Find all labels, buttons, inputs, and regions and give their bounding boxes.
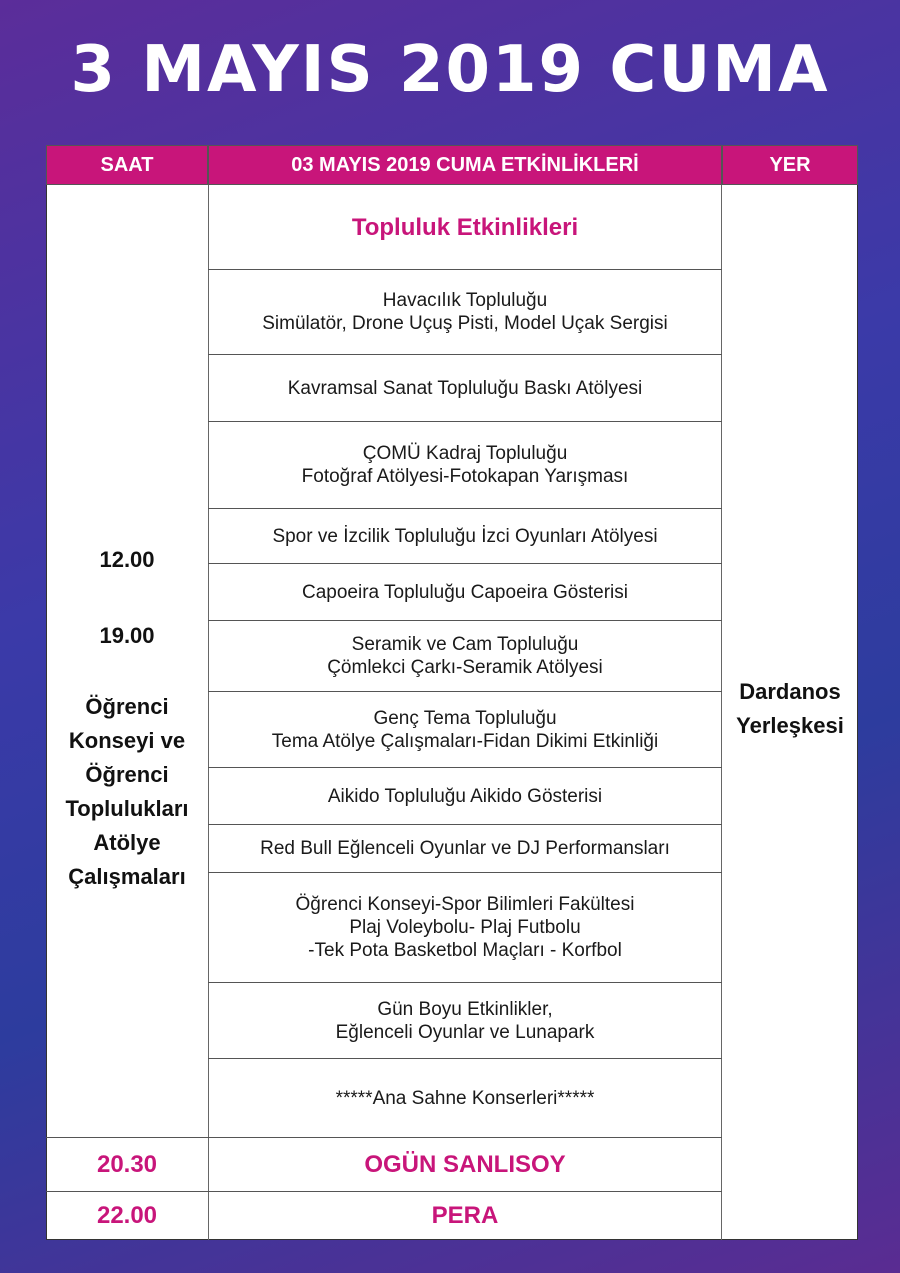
time-end: 19.00 [99, 623, 155, 648]
event-line: Capoeira Topluluğu Capoeira Gösterisi [301, 581, 628, 603]
event-row [208, 1059, 722, 1137]
event-line: Tema Atölye Çalışmaları-Fidan Dikimi Etkinliği [271, 730, 659, 752]
event-line: ÇOMÜ Kadraj Topluluğu [362, 443, 568, 464]
concert-row [46, 1137, 722, 1191]
event-line: Plaj Voleybolu- Plaj Futbolu [349, 917, 581, 938]
header-yer: YER [722, 145, 858, 185]
event-line: Öğrenci Konseyi-Spor Bilimleri Fakültesi [295, 894, 635, 915]
header-saat: SAAT [46, 145, 208, 185]
location-line: Yerleşkesi [736, 713, 844, 738]
page-title: 3 MAYIS 2019 CUMA [70, 33, 830, 107]
event-row [208, 422, 722, 509]
event-line: Gün Boyu Etkinlikler, [377, 998, 553, 1020]
description-line: Atölye [93, 830, 161, 855]
event-line: Seramik ve Cam Topluluğu [351, 634, 579, 655]
header-etkinlikler: 03 MAYIS 2019 CUMA ETKİNLİKLERİ [208, 145, 722, 185]
description-line: Çalışmaları [68, 864, 186, 889]
concert-artist: OGÜN SANLISOY [364, 1150, 566, 1178]
event-line: Genç Tema Topluluğu [373, 707, 557, 729]
concert-time: 20.30 [96, 1150, 158, 1178]
event-line: Fotoğraf Atölyesi-Fotokapan Yarışması [301, 466, 629, 487]
event-row [208, 873, 722, 983]
event-row [208, 825, 722, 873]
description-line: Konseyi ve [68, 728, 186, 753]
event-line: *****Ana Sahne Konserleri***** [335, 1087, 595, 1109]
event-line: Kavramsal Sanat Topluluğu Baskı Atölyesi [287, 377, 643, 399]
description-line: Toplulukları [65, 796, 189, 821]
activity-description [46, 690, 208, 894]
time-start: 12.00 [99, 547, 155, 572]
section-title: Topluluk Etkinlikleri [208, 185, 722, 270]
event-row [208, 564, 722, 621]
event-line: Simülatör, Drone Uçuş Pisti, Model Uçak Sergisi [262, 313, 668, 334]
concert-row [46, 1191, 722, 1240]
event-row [208, 768, 722, 825]
event-line: Red Bull Eğlenceli Oyunlar ve DJ Performansları [260, 838, 670, 859]
event-row [208, 270, 722, 355]
event-row [208, 692, 722, 768]
event-line: Aikido Topluluğu Aikido Gösterisi [327, 785, 603, 807]
concert-artist: PERA [431, 1202, 499, 1229]
event-line: Çömlekci Çarkı-Seramik Atölyesi [327, 657, 603, 678]
event-line: Eğlenceli Oyunlar ve Lunapark [335, 1021, 595, 1043]
location-line: Dardanos [739, 679, 841, 704]
event-row [208, 621, 722, 692]
event-line: Spor ve İzcilik Topluluğu İzci Oyunları Atölyesi [272, 525, 658, 547]
description-line: Öğrenci [85, 694, 169, 719]
event-line: -Tek Pota Basketbol Maçları - Korfbol [308, 940, 622, 961]
location [722, 675, 858, 743]
event-row [208, 983, 722, 1059]
description-line: Öğrenci [85, 762, 169, 787]
concert-time: 22.00 [96, 1202, 158, 1229]
event-row [208, 509, 722, 564]
event-line: Havacılık Topluluğu [382, 290, 548, 311]
event-row [208, 355, 722, 422]
